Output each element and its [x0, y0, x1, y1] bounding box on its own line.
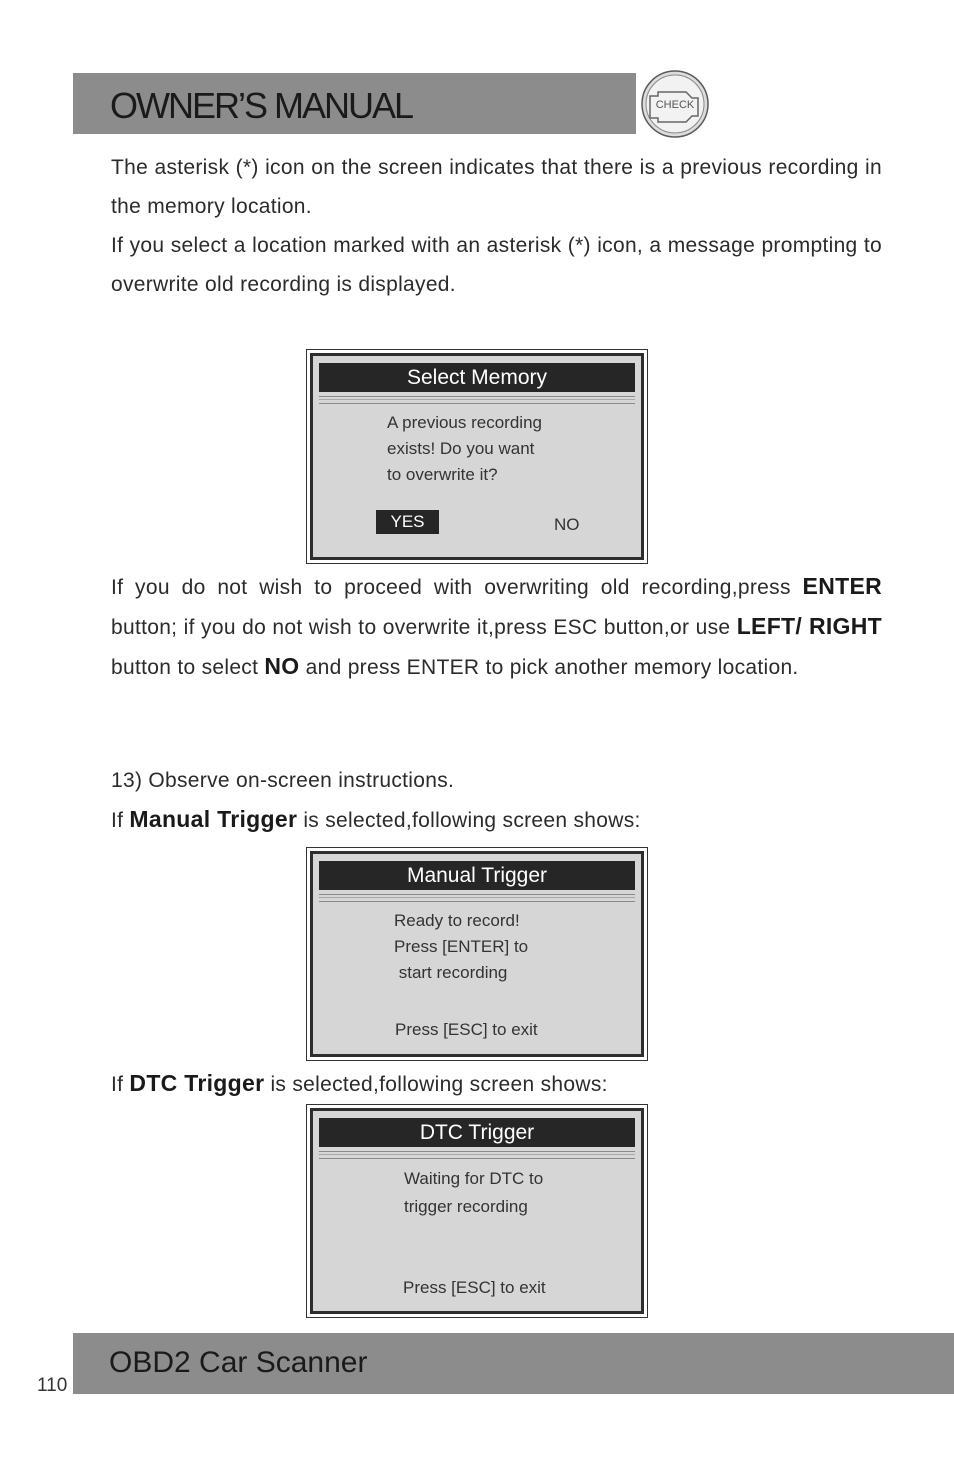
dtc-trigger-screen: [306, 1104, 648, 1318]
intro-paragraph-2: If you select a location marked with an asterisk (*) icon, a message prompting to overwrite old recording is displayed.: [111, 234, 882, 296]
screen-title: Select Memory: [319, 363, 635, 392]
dtc-trigger-label: DTC Trigger: [129, 1070, 265, 1096]
screen-divider: [319, 396, 635, 404]
left-right-key-label: LEFT/ RIGHT: [736, 613, 882, 639]
product-name: OBD2 Car Scanner: [109, 1346, 368, 1379]
screen-line-3: to overwrite it?: [387, 465, 498, 484]
text-run: and press ENTER to pick another memory location.: [299, 656, 799, 679]
screen-divider: [319, 1151, 635, 1159]
dtc-trigger-intro: [111, 1064, 882, 1104]
select-memory-screen: [306, 349, 648, 564]
screen-line-2: Press [ENTER] to: [394, 937, 529, 956]
screen-divider: [319, 894, 635, 902]
page-number: 110: [37, 1375, 68, 1396]
manual-trigger-label: Manual Trigger: [129, 806, 298, 832]
manual-trigger-intro: [111, 800, 882, 840]
screen-line-3: start recording: [394, 963, 508, 982]
screen-display: [310, 353, 644, 560]
exit-hint: Press [ESC] to exit: [403, 1278, 546, 1297]
yes-button[interactable]: YES: [376, 510, 439, 534]
screen-display: [310, 1108, 644, 1314]
no-key-label: NO: [264, 653, 300, 679]
text-run: is selected,following screen shows:: [264, 1073, 608, 1096]
text-run: is selected,following screen shows:: [297, 809, 641, 832]
screen-title: DTC Trigger: [319, 1118, 635, 1147]
screen-line-1: Ready to record!: [394, 911, 520, 930]
check-engine-label: CHECK: [655, 99, 695, 111]
screen-line-1: Waiting for DTC to: [404, 1169, 544, 1188]
screen-line-2: trigger recording: [404, 1197, 528, 1216]
text-run: If you do not wish to proceed with overwriting old recording,press: [111, 576, 803, 599]
exit-hint: Press [ESC] to exit: [395, 1020, 538, 1039]
enter-key-label: ENTER: [802, 573, 882, 599]
header-bar: [73, 73, 636, 134]
overwrite-paragraph: [111, 567, 882, 687]
text-run: button; if you do not wish to overwrite it,press ESC button,or use: [111, 616, 737, 639]
step-13-line: 13) Observe on-screen instructions.: [111, 769, 455, 792]
screen-display: [310, 851, 644, 1057]
screen-title: Manual Trigger: [319, 861, 635, 890]
text-run: button to select: [111, 656, 265, 679]
intro-paragraph-1: The asterisk (*) icon on the screen indicates that there is a previous recording in the memory location.: [111, 156, 882, 218]
screen-line-2: exists! Do you want: [387, 439, 535, 458]
no-button[interactable]: NO: [554, 515, 580, 534]
manual-title: OWNER’S MANUAL: [110, 85, 413, 126]
text-run: If: [111, 1073, 130, 1096]
check-engine-icon: [641, 70, 709, 138]
manual-trigger-screen: [306, 847, 648, 1061]
text-run: If: [111, 809, 130, 832]
footer-bar: [73, 1333, 954, 1394]
screen-line-1: A previous recording: [387, 413, 542, 432]
